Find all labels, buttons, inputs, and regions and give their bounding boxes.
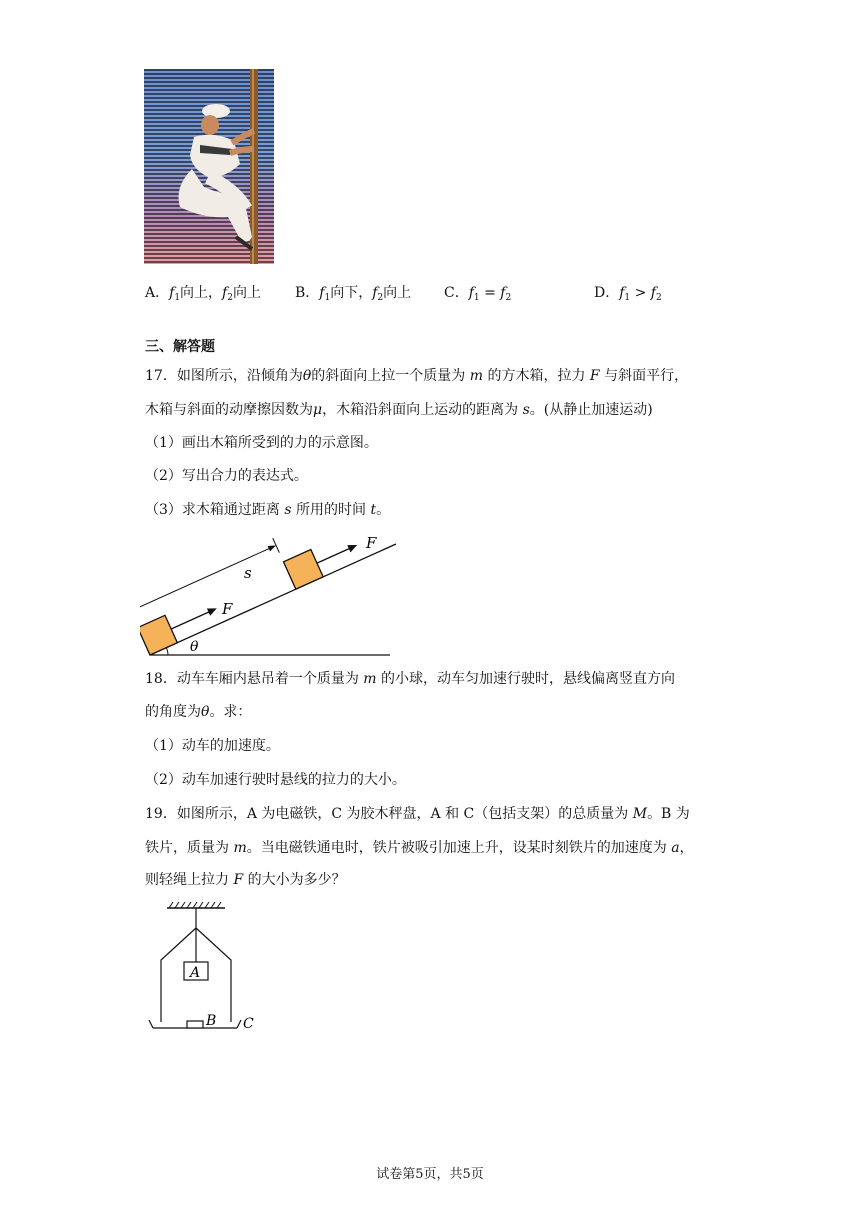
var-M: M — [632, 806, 648, 822]
box-upper — [283, 549, 323, 589]
var-theta: θ — [302, 368, 312, 384]
electromagnet-figure — [145, 900, 275, 1035]
var-f: f — [372, 285, 378, 301]
text: 的小球，动车匀加速行驶时，悬线偏离竖直方向 — [376, 671, 675, 687]
var-s: s — [522, 402, 530, 418]
var-m: m — [233, 840, 247, 856]
label-F-lower: F — [222, 600, 233, 618]
text: 19．如图所示，A 为电磁铁，C 为胶木秤盘，A 和 C（包括支架）的总质量为 — [145, 806, 633, 822]
text: 的方木箱，拉力 — [483, 368, 590, 384]
var-theta: θ — [201, 704, 210, 720]
subscript: 2 — [655, 293, 662, 303]
ceiling-hatch — [169, 902, 221, 908]
text: 17．如图所示，沿倾角为 — [145, 368, 303, 384]
q18-part-2: （2）动车加速行驶时悬线的拉力的大小。 — [145, 772, 406, 788]
arrowhead — [347, 541, 358, 552]
q19-line-2 — [145, 838, 694, 858]
text: 。当电磁铁通电时，铁片被吸引加速上升，设某时刻铁片的加速度为 — [246, 840, 672, 856]
option-a — [145, 282, 261, 302]
text: 的斜面向上拉一个质量为 — [311, 368, 470, 384]
pan-edge-right — [237, 1020, 241, 1028]
incline-diagram — [140, 530, 410, 660]
pole-climber-photo — [144, 69, 274, 264]
option-letter: C． — [444, 285, 469, 301]
option-d — [594, 282, 662, 302]
q18-part-1: （1）动车的加速度。 — [145, 738, 280, 754]
label-F-upper: F — [366, 534, 377, 552]
option-letter: A． — [145, 285, 170, 301]
subscript: 1 — [624, 293, 631, 303]
arrowhead — [207, 605, 218, 616]
q17-part-1: （1）画出木箱所受到的力的示意图。 — [145, 435, 378, 451]
subscript: 2 — [377, 293, 384, 303]
label-B: B — [206, 1013, 217, 1029]
text: 与斜面平行， — [599, 368, 689, 384]
text: ，木箱沿斜面向上运动的距离为 — [322, 402, 523, 418]
subscript: 2 — [227, 293, 233, 303]
option-c — [444, 282, 511, 302]
var-f: f — [222, 285, 228, 301]
greater-sign: > — [630, 285, 651, 301]
var-f: f — [169, 285, 175, 301]
force-arrow-lower — [171, 609, 215, 629]
subscript: 2 — [505, 293, 512, 303]
label-A: A — [190, 965, 201, 981]
var-m: m — [363, 671, 377, 687]
var-f: f — [619, 285, 625, 301]
option-letter: D． — [594, 285, 620, 301]
text: 铁片，质量为 — [145, 840, 234, 856]
var-t: t — [370, 502, 377, 518]
dim-tick-right — [273, 538, 280, 553]
subscript: 1 — [473, 293, 480, 303]
pan-edge-left — [149, 1020, 153, 1028]
text: 18．动车车厢内悬吊着一个质量为 — [145, 671, 364, 687]
label-theta: θ — [190, 639, 199, 655]
option-letter: B． — [295, 285, 320, 301]
option-text: 向上， — [180, 285, 223, 301]
var-a: a — [671, 840, 680, 856]
var-F: F — [233, 872, 244, 888]
subscript: 1 — [324, 293, 331, 303]
incline-surface — [150, 544, 396, 655]
option-text: 向上 — [383, 285, 412, 301]
text: 则轻绳上拉力 — [145, 872, 234, 888]
text: 。 — [376, 502, 391, 518]
text: 的角度为 — [145, 704, 201, 720]
var-f: f — [468, 285, 474, 301]
text: 所用的时间 — [291, 502, 371, 518]
var-f: f — [500, 285, 506, 301]
text: （3）求木箱通过距离 — [145, 502, 285, 518]
equals-sign: = — [479, 285, 501, 301]
incline-figure — [140, 530, 410, 660]
q17-part-3 — [145, 500, 390, 520]
label-s: s — [244, 564, 252, 582]
option-text: 向上 — [232, 285, 261, 301]
q17-line-2 — [145, 400, 653, 420]
text: 。(从静止加速运动) — [529, 402, 653, 418]
q19-line-1 — [145, 804, 690, 824]
text: 的大小为多少？ — [243, 872, 346, 888]
var-s: s — [284, 502, 292, 518]
page-footer: 试卷第5页，共5页 — [376, 1167, 484, 1182]
box-lower — [140, 615, 177, 655]
text: ， — [679, 840, 694, 856]
distance-line — [140, 546, 274, 610]
option-b — [295, 282, 411, 302]
electromagnet-diagram — [145, 900, 275, 1035]
q18-line-1 — [145, 669, 675, 689]
iron-piece-B — [187, 1021, 203, 1028]
q17-line-1 — [145, 366, 688, 386]
option-text: 向下， — [330, 285, 373, 301]
var-F: F — [589, 368, 600, 384]
pole-climber-image — [144, 69, 274, 264]
text: 。B 为 — [647, 806, 690, 822]
subscript: 1 — [174, 293, 181, 303]
var-f: f — [650, 285, 656, 301]
q18-line-2 — [145, 702, 251, 722]
var-mu: μ — [313, 402, 323, 418]
q17-part-2: （2）写出合力的表达式。 — [145, 468, 308, 484]
text: 。求： — [209, 704, 252, 720]
var-f: f — [319, 285, 325, 301]
var-m: m — [469, 368, 483, 384]
section-heading: 三、解答题 — [145, 339, 215, 355]
label-C: C — [243, 1016, 254, 1032]
q19-line-3 — [145, 870, 346, 890]
text: 木箱与斜面的动摩擦因数为 — [145, 402, 313, 418]
